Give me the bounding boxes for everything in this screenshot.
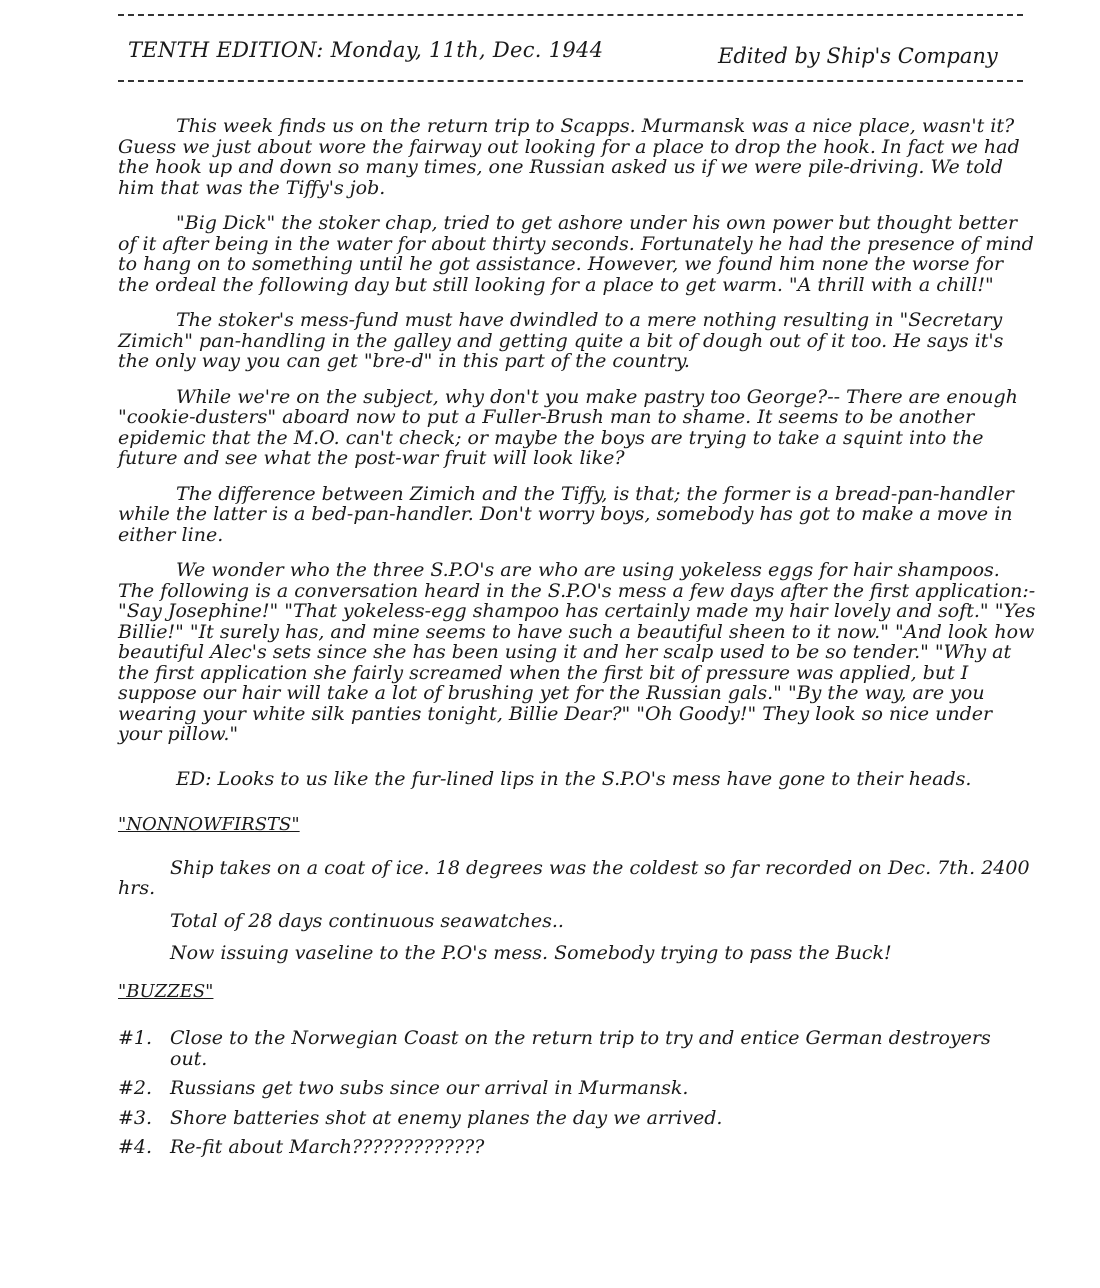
paragraph-return-trip: This week finds us on the return trip to Scapps. Murmansk was a nice place, wasn't it? Guess we just about wore the fairway out looking for a place to drop the hook. In fact we had the hook up and down so many times, one Russian asked us if we were pile-driving. We told him that was the Tiffy's job. [118, 115, 1020, 199]
nonnowfirsts-heading: "NONNOWFIRSTS" [118, 814, 300, 835]
paragraph-mess-fund: The stoker's mess-fund must have dwindled to a mere nothing resulting in "Secretary Zimich" pan-handling in the galley and getting quite a bit of dough out of it too. He says it's the only way you can get "bre-d" in this part of the country. [118, 309, 1004, 372]
paragraph-pastry: While we're on the subject, why don't you make pastry too George?-- There are enough "cookie-dusters" aboard now to put a Fuller-Brush man to shame. It seems to be another epidemic that the M.O. can't check; or maybe the boys are trying to take a squint into the future and see what the post-war fruit will look like? [118, 385, 1018, 469]
nonnowfirsts-item: Ship takes on a coat of ice. 18 degrees was the coldest so far recorded on Dec. 7th. 2400 hrs. [118, 856, 1030, 899]
buzz-number: #3. [118, 1106, 153, 1129]
buzzes-heading: "BUZZES" [118, 980, 214, 1002]
top-divider [118, 14, 1023, 16]
buzz-number: #2. [118, 1077, 153, 1099]
nonnowfirsts-item: Total of 28 days continuous seawatches.. [170, 909, 564, 932]
paragraph-big-dick: "Big Dick" the stoker chap, tried to get ashore under his own power but thought better of it after being in the water for about thirty seconds. Fortunately he had the presence of mind to hang on to something until he got assistance. However, we found him none the worse for the ordeal the following day but still looking for a place to get warm. "A thrill with a chill!" [118, 212, 1034, 296]
buzz-text: Shore batteries shot at enemy planes the day we arrived. [170, 1106, 723, 1129]
buzz-item [118, 1078, 1038, 1099]
header-divider [118, 80, 1023, 82]
nonnowfirsts-item: Now issuing vaseline to the P.O's mess. Somebody trying to pass the Buck! [170, 942, 892, 964]
buzz-number: #1. [118, 1027, 153, 1049]
editor-note: ED: Looks to us like the fur-lined lips in the S.P.O's mess have gone to their heads. [176, 767, 972, 790]
edition-line: TENTH EDITION: Monday, 11th, Dec. 1944 [128, 38, 604, 62]
buzz-text: Russians get two subs since our arrival in Murmansk. [170, 1077, 689, 1099]
buzz-number: #4. [118, 1136, 153, 1158]
paragraph-shampoo: We wonder who the three S.P.O's are who are using yokeless eggs for hair shampoos. The following is a conversation heard in the S.P.O's mess a few days after the first application:- "Say Josephine!" "That yokeless-egg shampoo has certainly made my hair lovely and soft." "Yes Billie!" "It surely has, and mine seems to have such a beautiful sheen to it now." "And look how beautiful Alec's sets since she has been using it and her scalp used to be so tender." "Why at the first application she fairly screamed when the first bit of pressure was applied, but I suppose our hair will take a lot of brushing yet for the Russian gals." "By the way, are you wearing your white silk panties tonight, Billie Dear?" "Oh Goody!" They look so nice under your pillow." [118, 559, 1036, 745]
buzz-text: Close to the Norwegian Coast on the return trip to try and entice German destroyers out. [170, 1027, 991, 1070]
buzz-item [118, 1028, 1038, 1069]
paragraph-difference: The difference between Zimich and the Tiffy, is that; the former is a bread-pan-handler while the latter is a bed-pan-handler. Don't worry boys, somebody has got to make a move in either line. [118, 482, 1014, 546]
buzz-text: Re-fit about March????????????? [170, 1136, 485, 1158]
newsletter-body [118, 116, 1038, 1167]
editor-credit: Edited by Ship's Company [718, 44, 998, 68]
buzz-item [118, 1108, 1038, 1129]
buzz-item [118, 1137, 1038, 1158]
